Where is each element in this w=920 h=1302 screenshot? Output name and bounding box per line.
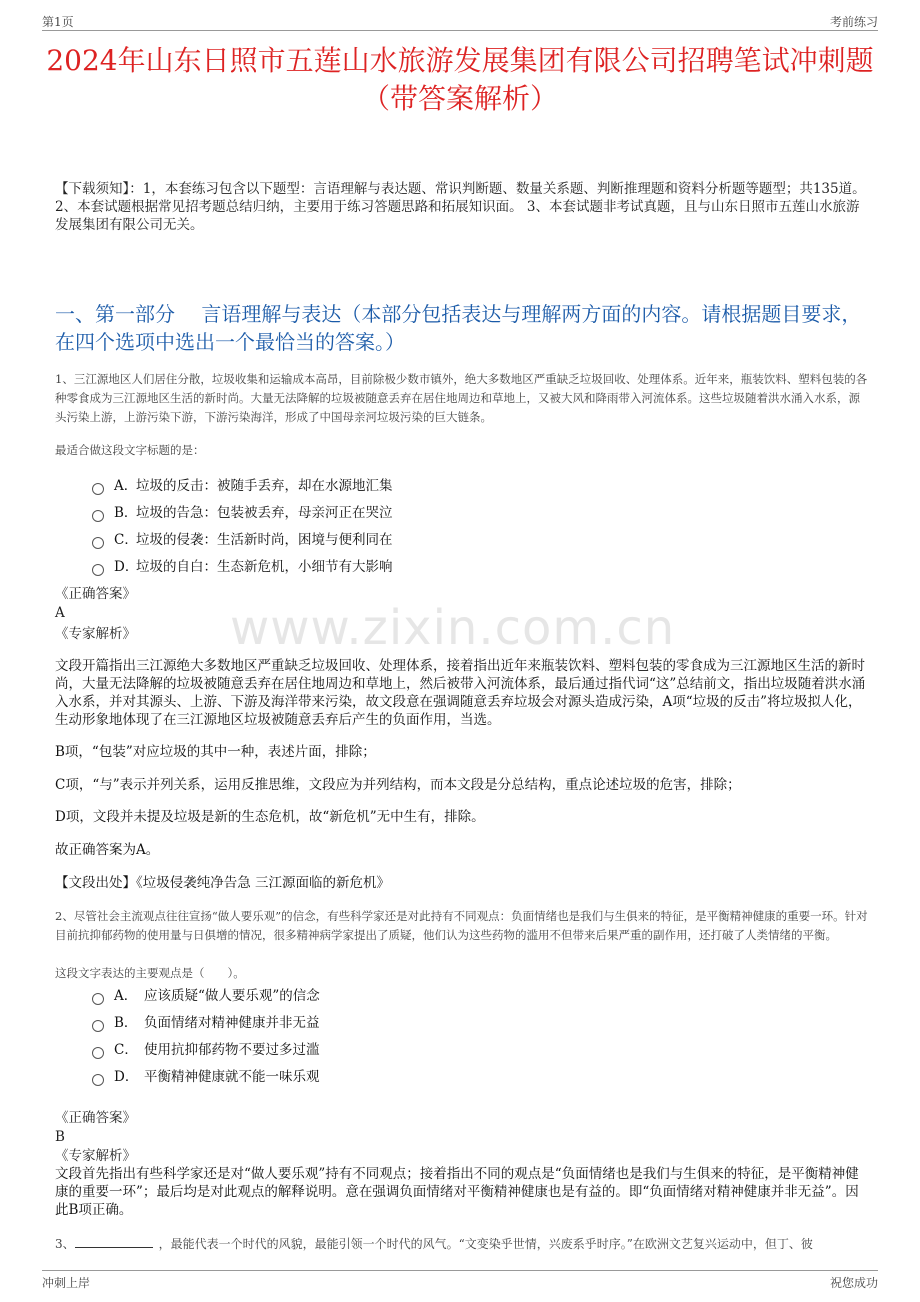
download-notice: 【下载须知】：1，本套练习包含以下题型：言语理解与表达题、常识判断题、数量关系题、判断推理题和资料分析题等题型；共135道。 2、本套试题根据常见招考题总结归纳，主要用于练习答题思路和拓展知识面。 3、本套试题非考试真题，且与山东日照市五莲山水旅游发展集团有限公司无关。: [55, 181, 866, 233]
footer-left: 冲刺上岸: [42, 1276, 91, 1290]
q2-analysis-label: 《专家解析》: [55, 1148, 136, 1164]
q2-option-a[interactable]: A． 应该质疑“做人要乐观”的信念: [92, 986, 320, 1006]
radio-icon[interactable]: [92, 537, 104, 549]
footer-right: 祝您成功: [829, 1276, 878, 1290]
q2-option-b[interactable]: B． 负面情绪对精神健康并非无益: [92, 1013, 320, 1033]
q1-analysis-c: C项，“与”表示并列关系，运用反推思维，文段应为并列结构，而本文段是分总结构，重点论述垃圾的危害，排除；: [55, 777, 741, 793]
q1-answer: A: [55, 605, 65, 621]
q2-answer: B: [55, 1129, 65, 1145]
q2-ask: 这段文字表达的主要观点是（ ）。: [55, 966, 245, 980]
q1-option-a[interactable]: A． 垃圾的反击：被随手丢弃，却在水源地汇集: [92, 476, 393, 496]
q1-analysis-main: 文段开篇指出三江源绝大多数地区严重缺乏垃圾回收、处理体系，接着指出近年来瓶装饮料、塑料包装的零食成为三江源地区生活的新时尚，大量无法降解的垃圾被随意丢弃在居住地周边和草地上，然后被带入河流体系，最后通过指代词“这”总结前文，指出垃圾随着洪水涌入水系，并对其源头、上游、下游及海洋带来污染，故文段意在强调随意丢弃垃圾会对源头造成污染，A项“垃圾的反击”将垃圾拟人化，生动形象地体现了在三江源地区垃圾被随意丢弃后产生的负面作用，当选。: [55, 658, 866, 728]
q1-ask: 最适合做这段文字标题的是：: [55, 443, 205, 457]
q2-option-d[interactable]: D． 平衡精神健康就不能一味乐观: [92, 1067, 320, 1087]
q2-stem: 2、尽管社会主流观点往往宣扬“做人要乐观”的信念，有些科学家还是对此持有不同观点：负面情绪也是我们与生俱来的特征，是平衡精神健康的重要一环。针对目前抗抑郁药物的使用量与日俱增的情况，很多精神病学家提出了质疑，他们认为这些药物的滥用不但带来后果严重的副作用，还打破了人类情绪的平衡。: [55, 909, 868, 942]
page-number: 第1页: [42, 15, 74, 29]
q3-stem: 3、 ，最能代表一个时代的风貌，最能引领一个时代的风气。“文变染乎世情，兴废系乎时序。”在欧洲文艺复兴运动中，但丁、彼: [55, 1237, 813, 1251]
section-title: 一、第一部分 言语理解与表达（本部分包括表达与理解两方面的内容。请根据题目要求，在四个选项中选出一个最恰当的答案。）: [55, 302, 862, 354]
radio-icon[interactable]: [92, 564, 104, 576]
header-label: 考前练习: [829, 15, 878, 29]
document-title: 2024年山东日照市五莲山水旅游发展集团有限公司招聘笔试冲刺题（带答案解析）: [46, 44, 874, 115]
header-divider: [42, 30, 878, 31]
q1-option-b[interactable]: B． 垃圾的告急：包装被丢弃，母亲河正在哭泣: [92, 503, 393, 523]
fill-blank: [75, 1235, 153, 1248]
radio-icon[interactable]: [92, 1047, 104, 1059]
footer-divider: [42, 1270, 878, 1271]
q1-stem: 1、三江源地区人们居住分散，垃圾收集和运输成本高昂，目前除极少数市镇外，绝大多数地区严重缺乏垃圾回收、处理体系。近年来，瓶装饮料、塑料包装的各种零食成为三江源地区生活的新时尚。大量无法降解的垃圾被随意丢弃在居住地周边和草地上，又被大风和降雨带入河流体系。这些垃圾随着洪水涌入水系，源头污染上游，上游污染下游，下游污染海洋，形成了中国母亲河垃圾污染的巨大链条。: [55, 372, 868, 424]
radio-icon[interactable]: [92, 1020, 104, 1032]
radio-icon[interactable]: [92, 510, 104, 522]
q1-source: 【文段出处】《垃圾侵袭纯净告急 三江源面临的新危机》: [55, 875, 391, 891]
q1-option-d[interactable]: D． 垃圾的自白：生态新危机，小细节有大影响: [92, 557, 393, 577]
q2-analysis: 文段首先指出有些科学家还是对“做人要乐观”持有不同观点；接着指出不同的观点是“负面情绪也是我们与生俱来的特征，是平衡精神健康的重要一环”；最后均是对此观点的解释说明。意在强调负面情绪对平衡精神健康也是有益的。即“负面情绪对精神健康并非无益”。因此B项正确。: [55, 1166, 859, 1218]
q1-answer-label: 《正确答案》: [55, 586, 136, 602]
q2-option-c[interactable]: C． 使用抗抑郁药物不要过多过滥: [92, 1040, 320, 1060]
q2-answer-label: 《正确答案》: [55, 1110, 136, 1126]
q1-conclusion: 故正确答案为A。: [55, 842, 160, 858]
radio-icon[interactable]: [92, 993, 104, 1005]
radio-icon[interactable]: [92, 1074, 104, 1086]
radio-icon[interactable]: [92, 483, 104, 495]
q1-analysis-label: 《专家解析》: [55, 626, 136, 642]
q1-analysis-b: B项，“包装”对应垃圾的其中一种，表述片面，排除；: [55, 744, 376, 760]
q1-analysis-d: D项，文段并未提及垃圾是新的生态危机，故“新危机”无中生有，排除。: [55, 809, 485, 825]
watermark: www.zixin.com.cn: [230, 600, 676, 656]
q1-option-c[interactable]: C． 垃圾的侵袭：生活新时尚，困境与便利同在: [92, 530, 393, 550]
